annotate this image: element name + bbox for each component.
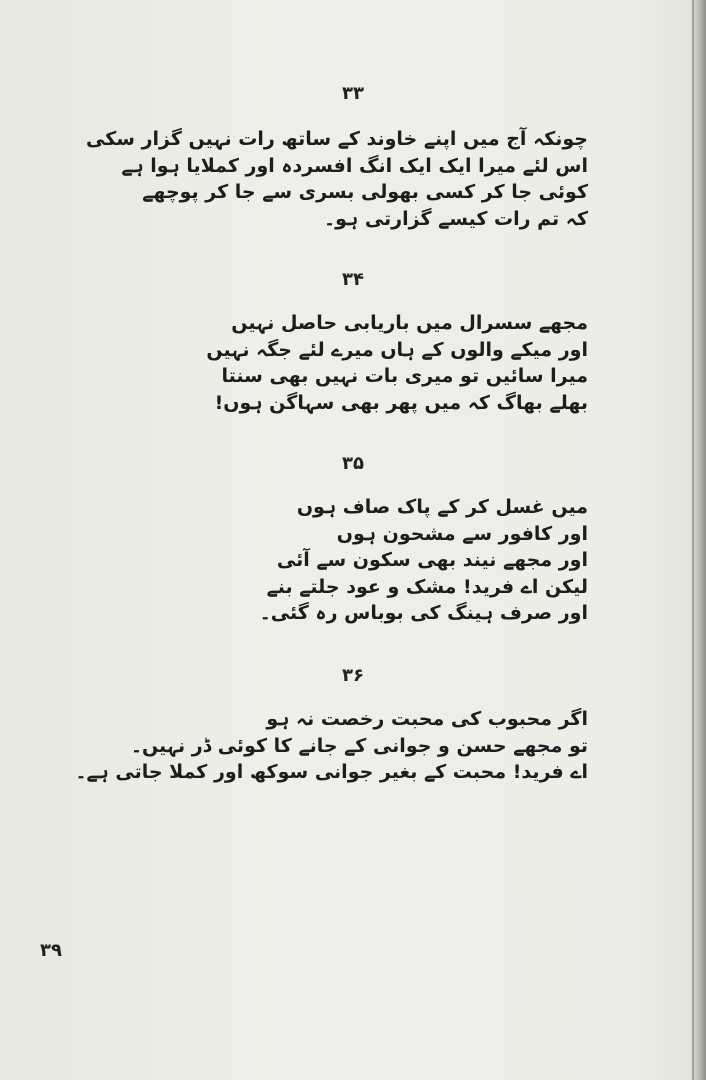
verse-block bbox=[108, 310, 588, 416]
verse-line: کوئی جا کر کسی بھولی بسری سے جا کر پوچھے bbox=[142, 181, 588, 203]
verse-number: ۳۳ bbox=[342, 83, 364, 104]
verse-line: مجھے سسرال میں باریابی حاصل نہیں bbox=[231, 312, 588, 334]
verse-line: اور مجھے نیند بھی سکون سے آئی bbox=[276, 549, 588, 571]
verse-line: اور صرف ہینگ کی بوباس رہ گئی۔ bbox=[259, 602, 588, 624]
verse-line: اور میکے والوں کے ہاں میرے لئے جگہ نہیں bbox=[206, 338, 588, 361]
page-number: ۳۹ bbox=[40, 940, 62, 961]
verse-line: اگر محبوب کی محبت رخصت نہ ہو bbox=[266, 708, 588, 730]
verse-line: میں غسل کر کے پاک صاف ہوں bbox=[296, 496, 588, 518]
verse-number: ۳۶ bbox=[342, 665, 364, 686]
verse-line: لیکن اے فرید! مشک و عود جلتے بنے bbox=[266, 575, 588, 598]
verse-line: کہ تم رات کیسے گزارتی ہو۔ bbox=[324, 207, 588, 230]
verse-block bbox=[86, 126, 588, 232]
verse-line: چونکہ آج میں اپنے خاوند کے ساتھ رات نہیں گزار سکی bbox=[86, 128, 588, 150]
verse-number: ۳۵ bbox=[342, 453, 364, 474]
verse-line: اے فرید! محبت کے بغیر جوانی سوکھ اور کملا جاتی ہے۔ bbox=[75, 761, 588, 783]
verse-block bbox=[75, 706, 588, 786]
verse-line: اور کافور سے مشحون ہوں bbox=[336, 522, 588, 545]
page-edge-shadow bbox=[690, 0, 706, 1080]
verse-number: ۳۴ bbox=[342, 269, 364, 290]
verse-line: اس لئے میرا ایک ایک انگ افسردہ اور کملایا ہوا ہے bbox=[121, 154, 588, 177]
verse-line: بھلے بھاگ کہ میں پھر بھی سہاگن ہوں! bbox=[214, 391, 588, 414]
verse-line: تو مجھے حسن و جوانی کے جانے کا کوئی ڈر نہیں۔ bbox=[130, 734, 588, 757]
verse-block bbox=[108, 494, 588, 627]
verse-line: میرا سائیں تو میری بات نہیں بھی سنتا bbox=[221, 365, 588, 387]
